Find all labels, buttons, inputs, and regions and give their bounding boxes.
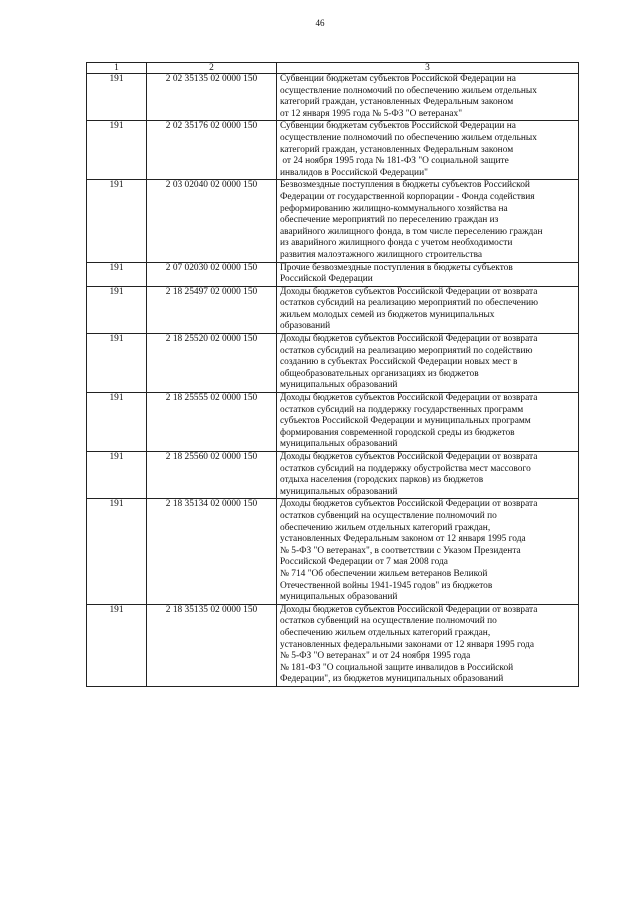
description-line: остатков субвенций на осуществление полномочий по bbox=[280, 616, 497, 627]
description-line: Доходы бюджетов субъектов Российской Федерации от возврата bbox=[280, 334, 538, 345]
admin-code-cell: 191 bbox=[87, 286, 147, 333]
description-line: Федерации от государственной корпорации - Фонда содействия bbox=[280, 191, 535, 202]
admin-code-cell: 191 bbox=[87, 121, 147, 180]
budget-codes-table bbox=[86, 62, 579, 687]
revenue-code-cell: 2 07 02030 02 0000 150 bbox=[147, 262, 277, 286]
revenue-code-cell: 2 18 35135 02 0000 150 bbox=[147, 604, 277, 686]
description-line: установленных Федеральным законом от 12 января 1995 года bbox=[280, 534, 526, 545]
description-line: из аварийного жилищного фонда с учетом необходимости bbox=[280, 238, 513, 249]
admin-code-cell: 191 bbox=[87, 262, 147, 286]
description-line: реформированию жилищно-коммунального хозяйства на bbox=[280, 203, 508, 214]
revenue-code-cell: 2 18 25560 02 0000 150 bbox=[147, 452, 277, 499]
description-line: жильем молодых семей из бюджетов муниципальных bbox=[280, 309, 495, 320]
revenue-code-cell: 2 02 35176 02 0000 150 bbox=[147, 121, 277, 180]
description-cell bbox=[277, 286, 579, 333]
description-line: № 5-ФЗ "О ветеранах", в соответствии с Указом Президента bbox=[280, 545, 521, 556]
table-row bbox=[87, 604, 579, 686]
revenue-code-cell: 2 02 35135 02 0000 150 bbox=[147, 74, 277, 121]
description-cell bbox=[277, 180, 579, 262]
description-line: созданию в субъектах Российской Федерации новых мест в bbox=[280, 357, 518, 368]
description-cell bbox=[277, 334, 579, 393]
description-line: Субвенции бюджетам субъектов Российской Федерации на bbox=[280, 121, 516, 132]
description-cell bbox=[277, 604, 579, 686]
description-cell bbox=[277, 74, 579, 121]
description-line: № 5-ФЗ "О ветеранах" и от 24 ноября 1995 года bbox=[280, 651, 471, 662]
description-line: обеспечение мероприятий по переселению граждан из bbox=[280, 215, 499, 226]
description-line: № 181-ФЗ "О социальной защите инвалидов в Российской bbox=[280, 662, 514, 673]
revenue-code-cell: 2 18 25555 02 0000 150 bbox=[147, 393, 277, 452]
column-header-1: 1 bbox=[87, 63, 147, 74]
description-line: обеспечению жильем отдельных категорий граждан, bbox=[280, 522, 491, 533]
description-line: муниципальных образований bbox=[280, 439, 398, 450]
description-line: Субвенции бюджетам субъектов Российской Федерации на bbox=[280, 74, 516, 84]
description-line: отдыха населения (городских парков) из бюджетов bbox=[280, 475, 484, 486]
description-line: категорий граждан, установленных Федеральным законом bbox=[280, 97, 514, 108]
description-line: аварийного жилищного фонда, в том числе переселению граждан bbox=[280, 226, 543, 237]
description-line: Отечественной войны 1941-1945 годов" из бюджетов bbox=[280, 580, 493, 591]
description-line: № 714 "Об обеспечении жильем ветеранов Великой bbox=[280, 568, 488, 579]
description-line: Прочие безвозмездные поступления в бюджеты субъектов bbox=[280, 262, 513, 273]
description-line: от 24 ноября 1995 года № 181-ФЗ "О социальной защите bbox=[280, 156, 509, 167]
description-line: общеобразовательных организациях из бюджетов bbox=[280, 368, 479, 379]
description-line: Доходы бюджетов субъектов Российской Федерации от возврата bbox=[280, 452, 538, 462]
description-line: обеспечению жильем отдельных категорий граждан, bbox=[280, 627, 491, 638]
description-line: от 12 января 1995 года № 5-ФЗ "О ветеранах" bbox=[280, 108, 463, 119]
revenue-code-cell: 2 18 25497 02 0000 150 bbox=[147, 286, 277, 333]
description-line: Российской Федерации от 7 мая 2008 года bbox=[280, 557, 448, 568]
description-line: Доходы бюджетов субъектов Российской Федерации от возврата bbox=[280, 604, 538, 615]
admin-code-cell: 191 bbox=[87, 334, 147, 393]
revenue-code-cell: 2 03 02040 02 0000 150 bbox=[147, 180, 277, 262]
description-cell bbox=[277, 499, 579, 604]
description-line: образований bbox=[280, 321, 331, 332]
table-header-row bbox=[87, 63, 579, 74]
column-header-2: 2 bbox=[147, 63, 277, 74]
description-line: Российской Федерации bbox=[280, 274, 373, 285]
description-cell bbox=[277, 121, 579, 180]
table-row bbox=[87, 121, 579, 180]
description-line: остатков субсидий на поддержку обустройства мест массового bbox=[280, 463, 531, 474]
description-line: Доходы бюджетов субъектов Российской Федерации от возврата bbox=[280, 393, 538, 404]
admin-code-cell: 191 bbox=[87, 74, 147, 121]
description-line: осуществление полномочий по обеспечению жильем отдельных bbox=[280, 85, 537, 96]
description-line: субъектов Российской Федерации и муниципальных программ bbox=[280, 416, 531, 427]
revenue-code-cell: 2 18 25520 02 0000 150 bbox=[147, 334, 277, 393]
description-line: Безвозмездные поступления в бюджеты субъектов Российской bbox=[280, 180, 530, 191]
description-line: установленных федеральными законами от 12 января 1995 года bbox=[280, 639, 534, 650]
description-line: остатков субсидий на реализацию мероприятий по обеспечению bbox=[280, 298, 538, 309]
description-line: Федерации", из бюджетов муниципальных образований bbox=[280, 674, 504, 685]
description-cell bbox=[277, 393, 579, 452]
table-row bbox=[87, 452, 579, 499]
description-line: категорий граждан, установленных Федеральным законом bbox=[280, 144, 514, 155]
table-row bbox=[87, 74, 579, 121]
table-row bbox=[87, 286, 579, 333]
table-row bbox=[87, 262, 579, 286]
description-line: Доходы бюджетов субъектов Российской Федерации от возврата bbox=[280, 286, 538, 297]
table-row bbox=[87, 180, 579, 262]
column-header-3: 3 bbox=[277, 63, 579, 74]
admin-code-cell: 191 bbox=[87, 180, 147, 262]
admin-code-cell: 191 bbox=[87, 393, 147, 452]
description-line: муниципальных образований bbox=[280, 592, 398, 603]
description-line: муниципальных образований bbox=[280, 486, 398, 497]
description-cell bbox=[277, 262, 579, 286]
description-line: Доходы бюджетов субъектов Российской Федерации от возврата bbox=[280, 499, 538, 510]
description-line: остатков субвенций на осуществление полномочий по bbox=[280, 510, 497, 521]
admin-code-cell: 191 bbox=[87, 604, 147, 686]
admin-code-cell: 191 bbox=[87, 499, 147, 604]
description-line: остатков субсидий на реализацию мероприятий по содействию bbox=[280, 345, 533, 356]
description-line: развития малоэтажного жилищного строительства bbox=[280, 249, 483, 260]
table-row bbox=[87, 334, 579, 393]
description-line: муниципальных образований bbox=[280, 380, 398, 391]
revenue-code-cell: 2 18 35134 02 0000 150 bbox=[147, 499, 277, 604]
table-row bbox=[87, 393, 579, 452]
description-line: инвалидов в Российской Федерации" bbox=[280, 167, 428, 178]
description-cell bbox=[277, 452, 579, 499]
page-number: 46 bbox=[315, 18, 325, 28]
description-line: остатков субсидий на поддержку государственных программ bbox=[280, 404, 524, 415]
description-line: формирования современной городской среды из бюджетов bbox=[280, 427, 515, 438]
table-row bbox=[87, 499, 579, 604]
admin-code-cell: 191 bbox=[87, 452, 147, 499]
description-line: осуществление полномочий по обеспечению жильем отдельных bbox=[280, 132, 537, 143]
